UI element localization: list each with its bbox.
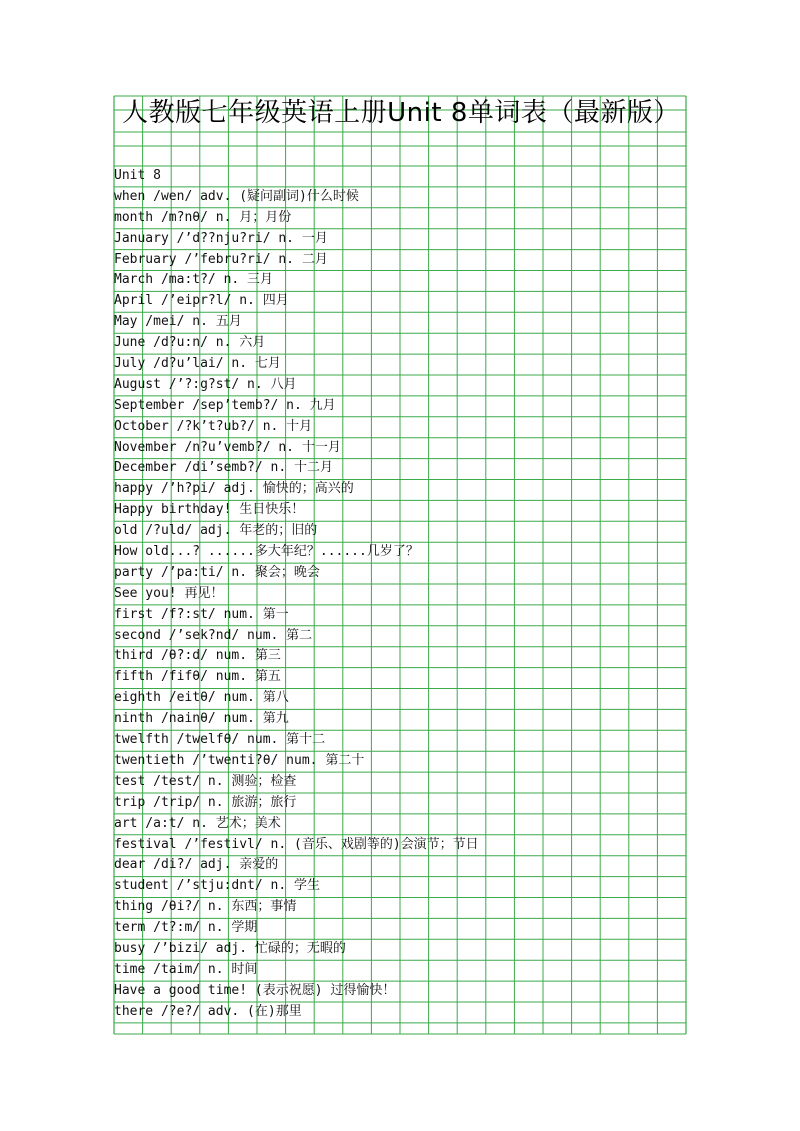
vocabulary-line: trip /trip/ n. 旅游；旅行	[114, 794, 297, 810]
vocabulary-line: March /ma:t?/ n. 三月	[114, 272, 274, 288]
vocabulary-line: thing /θi?/ n. 东西；事情	[114, 899, 297, 915]
vocabulary-line: dear /di?/ adj. 亲爱的	[114, 857, 279, 873]
vocabulary-line: September /sep’temb?/ n. 九月	[114, 397, 336, 413]
vocabulary-line: busy /’bizi/ adj. 忙碌的；无暇的	[114, 940, 346, 956]
vocabulary-line: Unit 8	[114, 168, 161, 183]
vocabulary-line: December /di’semb?/ n. 十二月	[114, 460, 334, 476]
vocabulary-line: festival /’festivl/ n. (音乐、戏剧等的)会演节；节日	[114, 836, 479, 852]
vocabulary-line: May /mei/ n. 五月	[114, 314, 242, 330]
vocabulary-line: twelfth /twelfθ/ num. 第十二	[114, 732, 326, 748]
vocabulary-line: term /t?:m/ n. 学期	[114, 920, 258, 936]
vocabulary-line: October /?k’t?ub?/ n. 十月	[114, 418, 313, 434]
vocabulary-line: old /?uld/ adj. 年老的；旧的	[114, 523, 318, 539]
vocabulary-line: when /wen/ adv. (疑问副词)什么时候	[114, 188, 359, 204]
vocabulary-line: How old...? ......多大年纪？......几岁了？	[114, 544, 419, 560]
vocabulary-line: January /’d??nju?ri/ n. 一月	[114, 230, 328, 246]
vocabulary-line: test /test/ n. 测验；检查	[114, 773, 297, 789]
vocabulary-line: ninth /nainθ/ num. 第九	[114, 711, 289, 727]
vocabulary-line: eighth /eitθ/ num. 第八	[114, 690, 289, 706]
vocabulary-line: art /a:t/ n. 艺术；美术	[114, 815, 281, 831]
vocabulary-line: time /taim/ n. 时间	[114, 961, 258, 977]
vocabulary-line: Happy birthday! 生日快乐！	[114, 502, 305, 518]
vocabulary-line: February /’febru?ri/ n. 二月	[114, 251, 328, 267]
vocabulary-line: twentieth /’twenti?θ/ num. 第二十	[114, 752, 365, 768]
page-title: 人教版七年级英语上册Unit 8单词表（最新版）	[122, 98, 680, 128]
vocabulary-line: April /’eipr?l/ n. 四月	[114, 293, 289, 309]
vocabulary-line: happy /’h?pi/ adj. 愉快的；高兴的	[114, 481, 354, 497]
vocabulary-line: August /’?:g?st/ n. 八月	[114, 376, 297, 392]
vocabulary-line: first /f?:st/ num. 第一	[114, 606, 289, 622]
vocabulary-line: fifth /fifθ/ num. 第五	[114, 669, 281, 685]
vocabulary-line: second /’sek?nd/ num. 第二	[114, 627, 313, 643]
vocabulary-line: party /’pa:ti/ n. 聚会；晚会	[114, 564, 320, 580]
vocabulary-line: June /d?u:n/ n. 六月	[114, 335, 266, 351]
vocabulary-line: third /θ?:d/ num. 第三	[114, 648, 281, 664]
vocabulary-line: month /m?nθ/ n. 月；月份	[114, 209, 292, 225]
vocabulary-line: there /?e?/ adv. (在)那里	[114, 1003, 302, 1019]
vocabulary-line: November /n?u’vemb?/ n. 十一月	[114, 439, 341, 455]
vocabulary-line: student /’stju:dnt/ n. 学生	[114, 878, 321, 894]
vocabulary-line: See you! 再见！	[114, 585, 224, 601]
vocabulary-list	[114, 166, 688, 1023]
vocabulary-line: Have a good time! (表示祝愿) 过得愉快！	[114, 982, 396, 998]
vocabulary-line: July /d?u’lai/ n. 七月	[114, 356, 281, 372]
